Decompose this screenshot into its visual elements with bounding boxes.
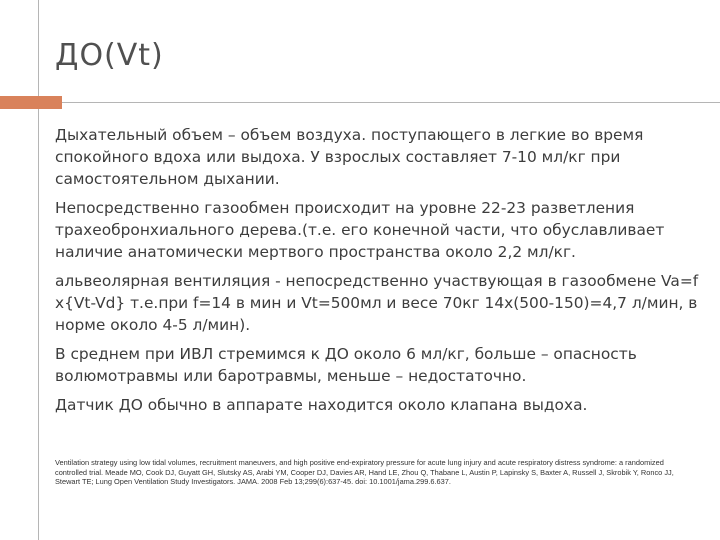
left-rule [38,0,39,540]
paragraph-alveolar-ventilation: альвеолярная вентиляция - непосредственно участвующая в газообмене Va=f x{Vt-Vd} т.е.при f=14 в мин и Vt=500мл и весе 70кг 14х(500-150)=4,7 л/мин, в норме около 4-5 л/мин). [55,272,699,334]
accent-bar [0,96,62,109]
paragraph-sensor: Датчик ДО обычно в аппарате находится около клапана выдоха. [55,396,588,414]
paragraph-ventilation-target: В среднем при ИВЛ стремимся к ДО около 6 мл/кг, больше – опасность волюмотравмы или баротравмы, меньше – недостаточно. [55,345,637,385]
title-underline [62,102,720,103]
paragraph-tidal-volume: Дыхательный объем – объем воздуха. поступающего в легкие во время спокойного вдоха или выдоха. У взрослых составляет 7-10 мл/кг при самостоятельном дыхании. [55,126,644,188]
reference-citation: Ventilation strategy using low tidal volumes, recruitment maneuvers, and high positive end-expiratory pressure for acute lung injury and acute respiratory distress syndrome: a randomized controlled trial. Meade MO, Cook DJ, Guyatt GH, Slutsky AS, Arabi YM, Cooper DJ, Davies AR, Hand LE, Zhou Q, Thabane L, Austin P, Lapinsky S, Baxter A, Russell J, Skrobik Y, Ronco JJ, Stewart TE; Lung Open Ventilation Study Investigators. JAMA. 2008 Feb 13;299(6):637-45. doi: 10.1001/jama.299.6.637. [55,458,674,487]
slide-title: ДО(Vt) [55,38,164,73]
slide-body [55,124,715,423]
paragraph-gas-exchange: Непосредственно газообмен происходит на уровне 22-23 разветления трахеобронхиального дерева.(т.е. его конечной части, что обуславливает наличие анатомически мертвого пространства около 2,2 мл/кг. [55,199,665,261]
